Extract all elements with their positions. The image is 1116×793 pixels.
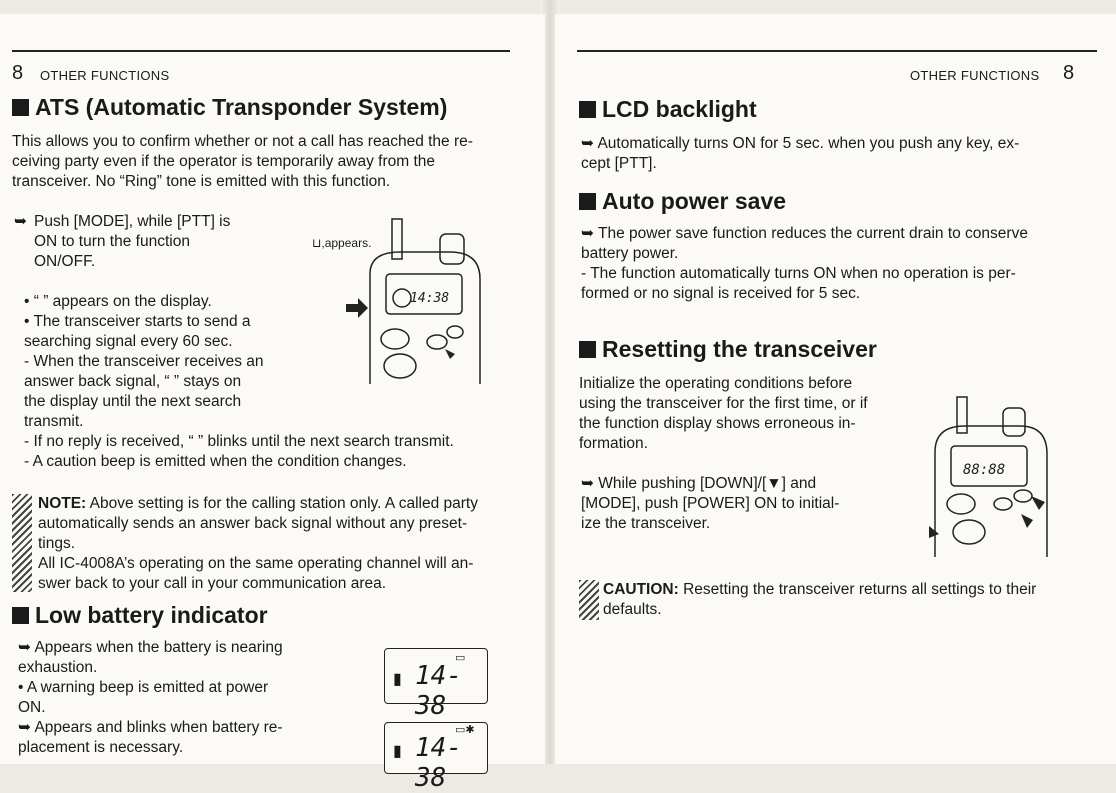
resetting-intro: Initialize the operating conditions before using the transceiver for the first time, or if the function display shows erroneous in- formation. (579, 375, 868, 452)
bullet-line: - If no reply is received, “ ” blinks until the next search transmit. (24, 433, 454, 450)
step-line: Push [MODE], while [PTT] is (34, 213, 231, 230)
intro-line: transceiver. No “Ring” tone is emitted with this function. (12, 173, 391, 190)
note-hatch-icon (12, 494, 32, 592)
ats-intro (12, 132, 512, 192)
page-number: 8 (12, 62, 24, 84)
note-line: swer back to your call in your communication area. (38, 575, 387, 592)
lcd-battery-blink-display (384, 722, 488, 793)
svg-text:14:38: 14:38 (410, 291, 450, 306)
ats-step (14, 212, 274, 272)
bullet-line: - A caution beep is emitted when the condition changes. (24, 453, 407, 470)
note-label: NOTE: (38, 495, 87, 512)
note-line: automatically sends an answer back signal without any preset- (38, 515, 468, 532)
bullet-line: the display until the next search (24, 393, 242, 410)
note-line: tings. (38, 535, 76, 552)
appears-label: ⊔,appears. (312, 236, 372, 250)
page-number: 8 (1063, 62, 1075, 84)
header-rule (12, 50, 510, 52)
lcd-time: 14-38 (415, 733, 462, 793)
heading-square-icon (579, 193, 596, 210)
lcd-time: 14-38 (415, 661, 462, 721)
caution-block: CAUTION: Resetting the transceiver returns all settings to their defaults. (603, 580, 1113, 620)
ats-bullets (24, 292, 524, 472)
caution-line: defaults. (603, 601, 662, 618)
caution-label: CAUTION: (603, 581, 679, 598)
battery-blink-icon: ▭✱ (455, 724, 475, 736)
resetting-title: Resetting the transceiver (602, 336, 877, 362)
lcd-backlight-title: LCD backlight (602, 96, 757, 122)
right-page (555, 14, 1116, 764)
lcd-battery-display (384, 648, 488, 721)
step-line: ON to turn the function (34, 233, 190, 250)
bullet-line: • “ ” appears on the display. (24, 293, 212, 310)
heading-square-icon (12, 99, 29, 116)
battery-icon: ▭ (455, 652, 466, 664)
ats-title: ATS (Automatic Transponder System) (35, 94, 448, 120)
heading-square-icon (12, 607, 29, 624)
heading-square-icon (579, 101, 596, 118)
ats-symbol-icon: ▮ (393, 671, 402, 688)
bullet-line: - When the transceiver receives an (24, 353, 264, 370)
auto-power-text: ➥ The power save function reduces the current drain to conserve battery power. - The function automatically turns ON when no operation is per- formed or no signal is received for 5 sec. (581, 225, 1028, 302)
note-line: All IC-4008A’s operating on the same operating channel will an- (38, 555, 474, 572)
low-battery-heading (12, 602, 268, 629)
bullet-line: transmit. (24, 413, 84, 430)
resetting-heading (579, 336, 877, 363)
low-battery-text: ➥ Appears when the battery is nearing exhaustion. • A warning beep is emitted at power ON. ➥ Appears and blinks when battery re- placement is necessary. (18, 639, 283, 756)
auto-power-title: Auto power save (602, 188, 787, 214)
intro-line: This allows you to confirm whether or not a call has reached the re- (12, 133, 473, 150)
section-header: OTHER FUNCTIONS (40, 68, 170, 83)
ats-symbol-icon: ▮ (393, 743, 402, 760)
lcd-backlight-heading (579, 96, 757, 123)
ats-heading (12, 94, 447, 121)
bullet-line: searching signal every 60 sec. (24, 333, 233, 350)
note-block: NOTE: Above setting is for the calling station only. A called party automatically sends an answer back signal without any preset- tings. All IC-4008A’s operating on the same operating channel will an- swer back to your call in your communication area. (38, 494, 518, 594)
section-header: OTHER FUNCTIONS (910, 68, 1040, 83)
left-page (0, 14, 545, 793)
bullet-line: • The transceiver starts to send a (24, 313, 251, 330)
radio-reset-illustration (925, 392, 1065, 560)
step-arrow-icon: ➥ (14, 213, 27, 230)
intro-line: ceiving party even if the operator is temporarily away from the (12, 153, 435, 170)
step-line: ON/OFF. (34, 253, 96, 270)
auto-power-heading (579, 188, 786, 215)
resetting-step: ➥ While pushing [DOWN]/[▼] and [MODE], push [POWER] ON to initial- ize the transceiver. (581, 475, 840, 532)
low-battery-title: Low battery indicator (35, 602, 268, 628)
heading-square-icon (579, 341, 596, 358)
ats-symbol-icon: ⊔, (312, 236, 325, 250)
caution-hatch-icon (579, 580, 599, 620)
header-rule (577, 50, 1097, 52)
svg-text:88:88: 88:88 (963, 462, 1006, 478)
lcd-backlight-text: ➥ Automatically turns ON for 5 sec. when you push any key, ex- cept [PTT]. (581, 135, 1020, 172)
bullet-line: answer back signal, “ ” stays on (24, 373, 242, 390)
